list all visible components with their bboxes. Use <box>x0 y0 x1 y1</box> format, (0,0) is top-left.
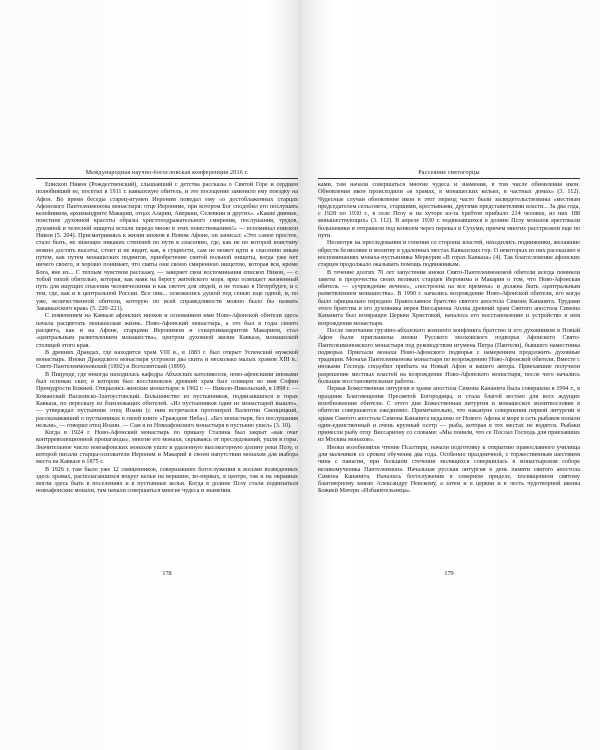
left-paragraph: В 1926 г. там было уже 12 священников, совершавших богослужения в восьми возведенных здесь храмах, располагавшихся вокруг кельи на вершине, во-первых, в центре, так и на окраинах могли здесь быть в поселениях и в пустынные кельи. Когда в долине Псоу стали подвизаться новоафонские монахи, там начали совершаться многие чудеса и знамения. <box>36 466 298 495</box>
left-page <box>36 170 299 577</box>
right-paragraph: Первая Божественная литургия в храме апостола Симона Кананита была совершена в 1994 г., в праздник Благовещения Пресвятой Богородицы, и стала благой вестью для всех ждущих возобновления обители. С этого дня Божественная литургия и монашеское молитвословие в обители совершаются ежедневно. Примечательно, что накануне совершения первой литургии в храме Святого апостола Симона Кананита недалеко от Нового Афона в море в сеть рыбаков попали один-единственный и очень крупный осетр — рыба, которая в тех местах не водится. Рыбаки принесли рыбу отцу Виссариону со словами: «Мы поняли, что се Послал Господь для приехавших из Москвы монахов». <box>318 386 580 444</box>
left-body-text <box>36 182 298 496</box>
right-body-text <box>318 182 580 496</box>
right-paragraph: После окончания грузино-абхазского военного конфликта братство и его духовником в Новый Афон были приглашены иноки Русского московского подворья Афонского Свято-Пантелеимоновского монастыря под руководством игумена Петра (Пантели), бывшего наместника подворья. Приехали монахи Ново-Афонского подворья с намерением продолжить духовные традиции. Монахи Пантелеимонова монастыря по возрождению Ново-Афонской обители. Вместе с иноками Господь сподобил прибыть на Новый Афон и вашего автора. Приехавшие получили разрешение местных властей на возрождение Ново-Афонского монастыря, после чего начались большие восстановительные работы. <box>318 327 580 386</box>
right-paragraph: Несмотря на преследования и гонения со стороны властей, находились подвижники, желавшие обрести безмолвие и молитву в удаленных местах Кавказских гор. О некоторых из них рассказано в воспоминаниях монаха-пустынника Меркурия «В горах Кавказа» (4). Так благословение афонских старцев продолжало оказывать помощь подвижникам. <box>318 240 580 269</box>
right-paragraph: В течение долгих 70 лет запустения иноки Свято-Пантелеимоновой обители всегда помнили заветы и пророчества своих великих старцев Иеронима и Макария о том, что Ново-Афонская обитель — «учреждение вечное», «построена на все времена» и должна быть «центральным разветвлением монашества». В 1990 г. начались возрождение Ново-Афонской обители, его когда было официально передано Православное братство святого апостола Симона Кананита. Трудами этого братства и его духовника иерея Виссариона Аплиа древний храм Святого апостола Симона Кананита был возвращен Церкви Христовой, началось его восстановление и устройство в нем возрождения монастыря. <box>318 269 580 327</box>
right-running-head: Рассеяние святогорцы <box>318 170 580 179</box>
left-paragraph: Когда в 1924 г. Ново-Афонский монастырь по приказу Сталина был закрыт «как очаг контрреволюционной пропаганды», многие его монахи, скрываясь от преследований, ушли в горы. Значительное число новоафонских монахов ушло в удаленную высокогорную долину реки Псоу, о которой писали старцы-основатели Иероним и Макарий в своем напутствии монахам для выбора места на Кавказе в 1875 г. <box>36 430 298 466</box>
left-page-number: 178 <box>162 570 172 577</box>
left-paragraph: С появлением на Кавказе афонских иноков и основанием ими Ново-Афонской обители здесь начала расцветать монашеская жизнь. Ново-Афонский монастырь, а это был в годы своего расцвета, как и на Афоне, старцами Иеронимом и схиархимандритом Макарием, стал «центральным разветвлением монашества», центром духовной жизни Кавказа, монашеской столицей этого края. <box>36 313 298 349</box>
left-paragraph: Епископ Никон (Рождественский), слышавший с детства рассказы о Святой Горе и сердцем полюбивший ее, посетил в 1911 г. кавказскую обитель, и это посещение заменило ему поездку на Афон. Во время беседы старец-игумен Иероним поведал ему «о достоблаженных старцах Афонского Пантелеимонова монастыря: отце Иерониме, при котором Бог сподобил его послушать келейником, архимандрите Макарии, отцах Азарии, Аверкии, Селевкии и других». «Какие дивные, поистине духовной красоты образы христоподражательного смирения, послушания, трудов, духовной и телесной нищеты встали передо мною в этих повествованиях!» — вспоминал епископ Никон (5. 204). Присматриваясь к жизни иноков в Новом Афоне, он записал: «Это самое простое, стало быть, не знающее никаких степеней по пути к спасению, где, как не по которой воистину можно достать высоты, стоит и не видит, как, в сущности, сам не может идти к спасению иным путем, как путем монашеских подвигов, приобретение святой вольной нищеты, когда уже нет ничего своего, и хорошо понимает, что святы они своею смиренною нищетою, которая вся, кроме Бога, вне их... С теплым чувством расскажу, — заверяет свои воспоминания епископ Никон, — с тобой тихой обителью, которая, как маяк на берегу житейского моря, ярко освещает жизненный путь для ищущих спасения человеческими и как светоч для людей, и не только в Петербурге, и с тем, где, как и в центральной России. Все они... освежились душой под сенью еще одной, и, по уже, величественной обители, которую по всей справедливости можно было бы назвать Закавказского края» (5. 220–221). <box>36 182 298 313</box>
left-paragraph: В Пицунде, где некогда находилась кафедра Абхазских католикосов, ново-афонскими иноками был основан скит, в котором был восстановлен древний храм был освящен во имя Софии Премудрости Божией. Открылись женские монастыри: в 1902 г. — Николо-Никольский, в 1898 г. — Команский Василиско-Златоустовский. Большинство из пустынников, подвизавшихся в горах Кавказа, по пересказу из близлежащих обителей. «Из пустынников один из монастырей вышло», — утверждал пустынник отец Иоанн (с ним встречался протоиерей Валентин Свенцицкий, рассказывавший о пустынниках в своей книге «Граждане Неба»). «Без монастыря, без послушания нельзя», — говорил отец Иоанн. — Сам я из Новоафонского монастыря в пустыню ушел» (3. 10). <box>36 371 299 429</box>
right-page-number: 179 <box>444 570 454 577</box>
left-running-head: Международная научно-богословская конференция 2016 г. <box>36 170 298 179</box>
right-page <box>318 170 580 577</box>
right-paragraph: Иноки возобновили чтение Псалтири, начали подготовку к открытию православного училища для мальчиков со сроком обучения два года. Особенно праздничной, с торжественным шествием чина с панагии, при большом стечении молящихся совершилась в монастырском соборе великомученика Пантелеимона. Начальная русская литургия в день памяти святого апостола Симона Кананита. Начались богослужения в северном приделе, посвященном святому благоверному князю Александру Невскому, а затем и в церкви и в честь чудотворной иконы Божией Матери «Избавительница». <box>318 444 580 495</box>
right-paragraph: ками, там начали совершаться многие чудеса и знамения, в том числе обновления икон. Обновления икон происходили «в храмах, в монашеских кельях, в частных домах» (3. 112). Чудесные случаи обновления икон в этот период часто были засвидетельствованы «местным председателем сельсовета, старшими, крестьянами, другими представителями власти... За два года, с 1928 по 1930 г., в селе Псоу и на хуторе из-за хребтов прибыло 214 человек, из них 188 монашествующих» (3. 112). В апреле 1930 г. подвизавшихся в долине Псоу монахов арестовали большевики и отправили под конвоем через перевал в Сухуми, причем многих расстреляли еще по пути. <box>318 182 580 240</box>
left-paragraph: В древних Драндах, где находится храм VIII в., в 1883 г. был открыт Успенский мужской монастырь. Иноки Драндского монастыря устроили два скита и несколько малых храмов XIII в.: Свято-Пантелеимоновский (1892) и Всехсвятский (1899). <box>36 349 298 371</box>
